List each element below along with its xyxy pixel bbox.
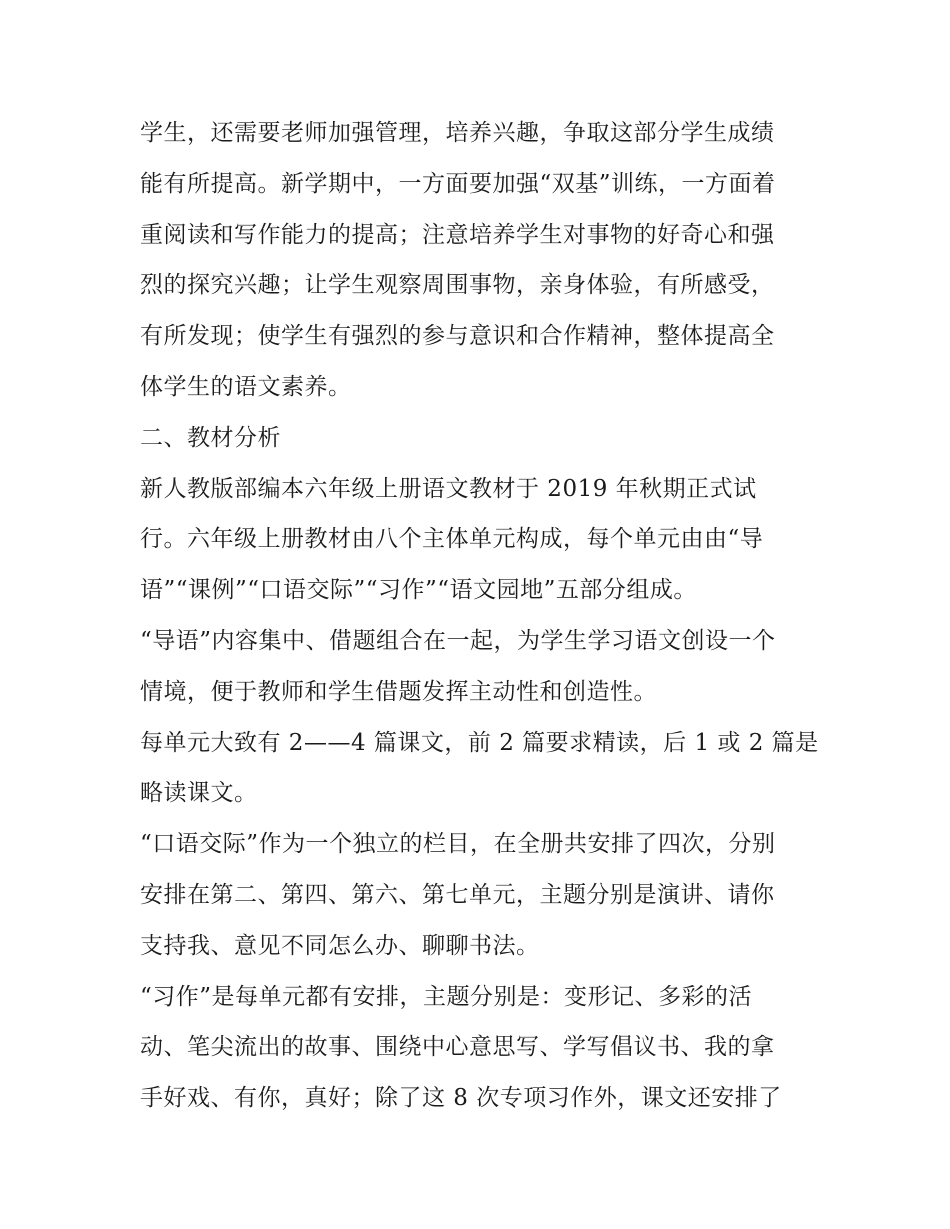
text-line: 烈的探究兴趣；让学生观察周围事物，亲身体验，有所感受， (140, 272, 775, 299)
text-line: 语”“课例”“口语交际”“习作”“语文园地”五部分组成。 (140, 577, 697, 604)
text-line: “习作”是每单元都有安排，主题分别是：变形记、多彩的活 (140, 983, 753, 1010)
text-line: 每单元大致有 2——4 篇课文，前 2 篇要求精读，后 1 或 2 篇是 (140, 729, 819, 756)
section-heading: 二、教材分析 (140, 424, 281, 451)
text-line: 手好戏、有你，真好；除了这 8 次专项习作外，课文还安排了 (140, 1085, 782, 1112)
document-body (140, 108, 820, 1124)
text-line: 行。六年级上册教材由八个主体单元构成，每个单元由由“导 (140, 526, 764, 553)
text-line: 有所发现；使学生有强烈的参与意识和合作精神，整体提高全 (140, 323, 775, 350)
text-line: 支持我、意见不同怎么办、聊聊书法。 (140, 932, 540, 959)
text-line: 情境，便于教师和学生借题发挥主动性和创造性。 (140, 678, 657, 705)
text-line: 安排在第二、第四、第六、第七单元，主题分别是演讲、请你 (140, 881, 775, 908)
text-line: 重阅读和写作能力的提高；注意培养学生对事物的好奇心和强 (140, 221, 775, 248)
text-line: 体学生的语文素养。 (140, 373, 352, 400)
text-line: 动、笔尖流出的故事、围绕中心意思写、学写倡议书、我的拿 (140, 1034, 775, 1061)
text-line: “口语交际”作为一个独立的栏目，在全册共安排了四次，分别 (140, 831, 776, 858)
text-line: 学生，还需要老师加强管理，培养兴趣，争取这部分学生成绩 (140, 120, 775, 146)
text-line: “导语”内容集中、借题组合在一起，为学生学习语文创设一个 (140, 627, 776, 654)
text-line: 新人教版部编本六年级上册语文教材于 2019 年秋期正式试 (140, 475, 757, 502)
text-line: 能有所提高。新学期中，一方面要加强“双基”训练，一方面着 (140, 170, 776, 197)
text-line: 略读课文。 (140, 780, 258, 807)
